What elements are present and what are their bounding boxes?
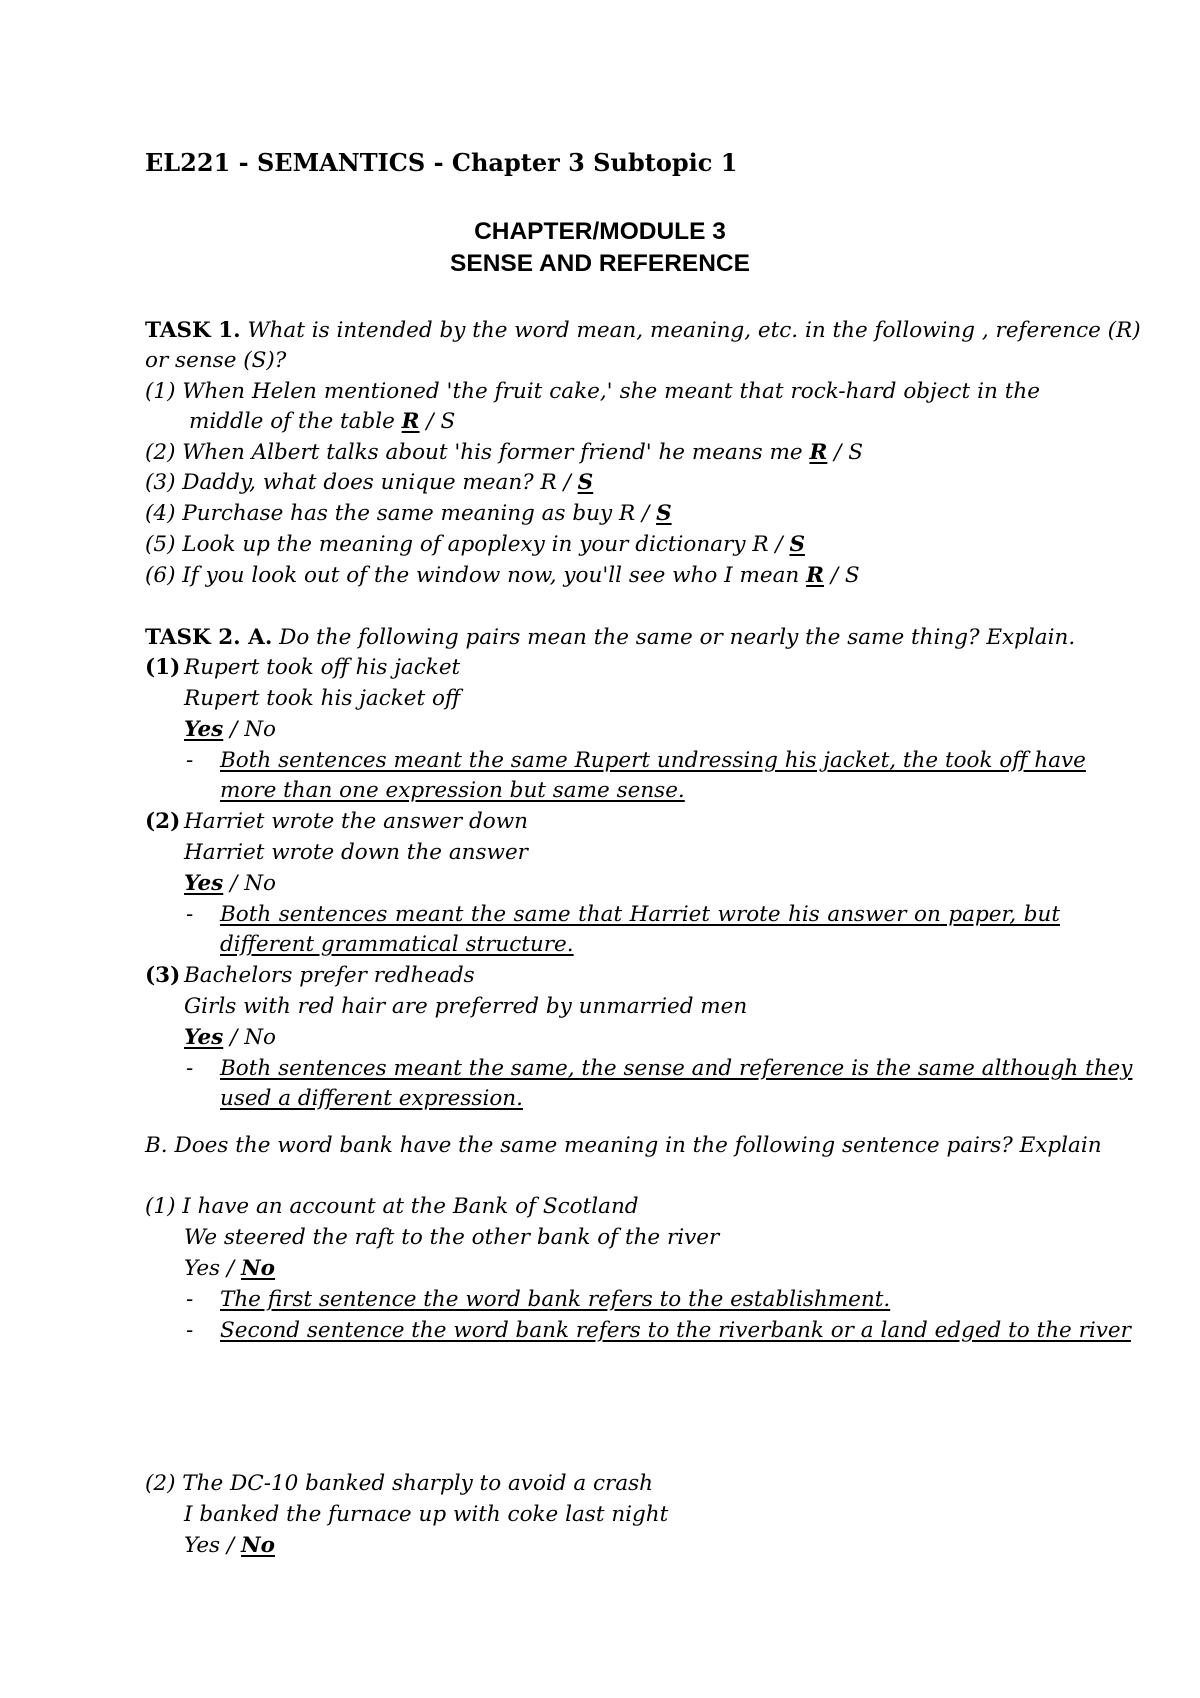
pair-1-sentence-2: Rupert took his jacket off: [184, 686, 461, 711]
document-title: EL221 - SEMANTICS - Chapter 3 Subtopic 1: [145, 148, 738, 177]
answer-no: No: [241, 1533, 276, 1558]
pair-3-sentence-1: Bachelors prefer redheads: [184, 963, 475, 988]
answer-no: No: [241, 1256, 276, 1281]
answer-s: S: [789, 532, 805, 557]
answer-yes: Yes: [184, 871, 224, 896]
part-b-question: B. Does the word bank have the same meaning in the following sentence pairs? Explain: [145, 1133, 1102, 1158]
answer-s: S: [848, 440, 863, 465]
answer-no: No: [244, 871, 276, 896]
answer-r: R: [618, 501, 636, 526]
task2-question-text: Do the following pairs mean the same or nearly the same thing? Explain.: [272, 625, 1076, 650]
bank-pair-1-number: (1): [145, 1194, 183, 1219]
bank-pair-1-answer: Yes / No: [184, 1256, 276, 1281]
bullet-dash: -: [186, 1056, 194, 1081]
pair-1-explanation: Both sentences meant the same Rupert undressing his jacket, the took off have: [220, 748, 1086, 773]
pair-3-sentence-2: Girls with red hair are preferred by unmarried men: [184, 994, 748, 1019]
bank-pair-1-explanation-1: The first sentence the word bank refers to the establishment.: [220, 1287, 891, 1312]
answer-yes: Yes: [184, 1533, 221, 1558]
pair-1-explanation-cont: more than one expression but same sense.: [220, 778, 685, 803]
pair-1-sentence-1: Rupert took off his jacket: [184, 655, 461, 680]
answer-r: R: [809, 440, 828, 465]
answer-s: S: [440, 409, 456, 434]
task1-item-6: (6) If you look out of the window now, you'll see who I mean R / S: [145, 563, 860, 588]
pair-1-answer: Yes / No: [184, 717, 276, 742]
pair-2-explanation-cont: different grammatical structure.: [220, 932, 574, 957]
bullet-dash: -: [186, 1318, 194, 1343]
bullet-dash: -: [186, 1287, 194, 1312]
bank-pair-2-answer: Yes / No: [184, 1533, 276, 1558]
answer-s: S: [844, 563, 860, 588]
answer-r: R: [752, 532, 769, 557]
pair-2-sentence-1: Harriet wrote the answer down: [184, 809, 528, 834]
pair-2-answer: Yes / No: [184, 871, 276, 896]
bank-pair-2-sentence-2: I banked the furnace up with coke last night: [184, 1502, 669, 1527]
task1-item-2: (2) When Albert talks about 'his former friend' he means me R / S: [145, 440, 863, 465]
bank-pair-1-sentence-2: We steered the raft to the other bank of the river: [184, 1225, 720, 1250]
answer-no: No: [244, 717, 276, 742]
answer-yes: Yes: [184, 1025, 224, 1050]
pair-1-number: (1): [145, 655, 181, 680]
section-heading: SENSE AND REFERENCE: [450, 250, 750, 277]
task1-item-4: (4) Purchase has the same meaning as buy R / S: [145, 501, 672, 526]
pair-3-explanation-cont: used a different expression.: [220, 1086, 523, 1111]
chapter-heading: CHAPTER/MODULE 3: [474, 218, 726, 245]
bullet-dash: -: [186, 902, 194, 927]
pair-2-sentence-2: Harriet wrote down the answer: [184, 840, 528, 865]
task1-item-1: (1) When Helen mentioned 'the fruit cake,' she meant that rock-hard object in the: [145, 379, 1040, 404]
bank-pair-1-sentence-1: (1) I have an account at the Bank of Scotland: [145, 1194, 639, 1219]
bank-pair-1-explanation-2: Second sentence the word bank refers to the riverbank or a land edged to the river: [220, 1318, 1131, 1343]
answer-r: R: [806, 563, 824, 588]
task1-question-cont: or sense (S)?: [145, 348, 287, 373]
answer-yes: Yes: [184, 717, 224, 742]
task1-item-5: (5) Look up the meaning of apoplexy in your dictionary R / S: [145, 532, 805, 557]
pair-3-explanation: Both sentences meant the same, the sense and reference is the same although they: [220, 1056, 1133, 1081]
task1-question: [145, 316, 1141, 346]
task1-item-3: (3) Daddy, what does unique mean? R / S: [145, 470, 594, 495]
answer-r: R: [540, 470, 557, 495]
task1-question-text: What is intended by the word mean, meaning, etc. in the following , reference (R): [240, 318, 1141, 343]
pair-2-number: (2): [145, 809, 181, 834]
pair-3-number: (3): [145, 963, 181, 988]
task1-label: TASK 1.: [145, 318, 241, 343]
task1-item-1-cont: middle of the table R / S: [189, 409, 456, 434]
answer-s: S: [577, 470, 594, 495]
pair-3-answer: Yes / No: [184, 1025, 276, 1050]
answer-r: R: [401, 409, 420, 434]
answer-s: S: [656, 501, 672, 526]
answer-no: No: [244, 1025, 276, 1050]
bank-pair-2-number: (2): [145, 1471, 183, 1496]
pair-2-explanation: Both sentences meant the same that Harriet wrote his answer on paper, but: [220, 902, 1060, 927]
task2-question: [145, 623, 1075, 653]
bullet-dash: -: [186, 748, 194, 773]
task2-label: TASK 2. A.: [145, 625, 273, 650]
bank-pair-2-sentence-1: (2) The DC-10 banked sharply to avoid a crash: [145, 1471, 654, 1496]
answer-yes: Yes: [184, 1256, 221, 1281]
